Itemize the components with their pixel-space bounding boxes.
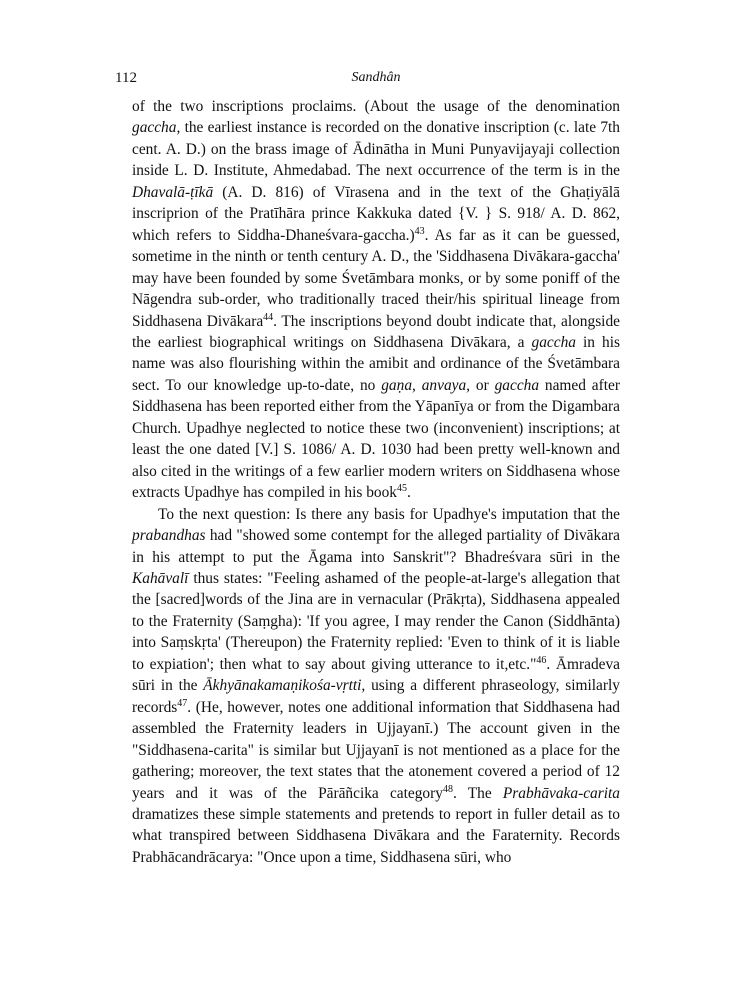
italic-term: Kahāvalī [132,569,189,587]
text-run: . As far as it can be guessed, sometime in the ninth or tenth century A. D., the 'Siddhasena Divākara-gaccha' may have been founded by some Śvetāmbara monks, or by some poniff of the Nāgendra sub-order, who traditionally traced their/his spiritual lineage from Siddhasena Divākara [132,226,620,330]
text-run: . The [452,784,503,802]
page-header [115,70,637,90]
text-run: using a different phraseology, similarly records [132,677,620,716]
italic-term: prabandhas [132,527,206,545]
italic-term: Prabhāvaka-carita [502,784,620,802]
text-run: or [470,376,495,394]
text-run: . (He, however, notes one additional information that Siddhasena had assembled the Fraternity leaders in Ujjayanī.) The account given in the "Siddhasena-carita" is similar but Ujjayanī is not mentioned as a place for the gathering; moreover, the text states that the atonement covered a period of 12 years and it was of the Pārāñcika category [132,698,620,802]
italic-term: gaccha, [132,119,181,137]
text-run: . The inscriptions beyond doubt indicate that, alongside the earliest biographical writings on Siddhasena Divākara, a [132,312,620,351]
footnote-marker: 47 [177,697,188,709]
text-run: (A. D. 816) of Vīrasena and in the text of the Ghaṭiyālā inscriprion of the Pratīhāra prince Kakkuka dated {V. } S. 918/ A. D. 862, which refers to Siddha-Dhaneśvara-gaccha.) [132,183,620,244]
paragraph-1 [132,96,620,504]
text-run: in his name was also flourishing within the amibit and ordinance of the Śvetāmbara sect. To our knowledge up-to-date, no [132,333,620,394]
footnote-marker: 45 [397,483,407,495]
paragraph-2 [132,504,620,869]
italic-term: gaccha [531,333,576,351]
text-run: the earliest instance is recorded on the donative inscription (c. late 7th cent. A. D.) on the brass image of Ādinātha in Muni Punyavijayaji collection inside L. D. Institute, Ahmedabad. The next occurrence of the term is in the [132,119,620,180]
italic-term: gaṇa, anvaya, [381,376,471,394]
footnote-marker: 43 [414,225,425,237]
running-head: Sandhân [351,70,401,85]
italic-term: gaccha [494,376,540,394]
italic-term: Ākhyānakamaṇikośa-vṛtti, [203,677,366,695]
footnote-marker: 44 [263,311,274,323]
italic-term: Dhavalā-ṭīkā [132,183,214,201]
footnote-marker: 48 [442,783,453,795]
body-text [132,96,620,868]
text-run: had "showed some contempt for the alleged partiality of Divākara in his attempt to put the Āgama into Sanskrit"? Bhadreśvara sūri in the [132,527,620,566]
text-run: . [407,484,411,502]
text-run: . Āmradeva sūri in the [132,655,620,695]
footnote-marker: 46 [536,654,547,666]
text-run: To the next question: Is there any basis for Upadhye's imputation that the [158,505,620,523]
text-run: named after Siddhasena has been reported either from the Yāpanīya or from the Digambara Church. Upadhye neglected to notice these two (inconvenient) inscriptions; at least the one dated [V.] S. 1086/ A. D. 1030 had been pretty well-known and also cited in the writings of a few earlier modern writers on Siddhasena whose extracts Upadhye has compiled in his book [132,376,620,502]
text-run: dramatizes these simple statements and pretends to report in fuller detail as to what transpired between Siddhasena Divākara and the Faraternity. Records Prabhācandrācarya: "Once upon a time, Siddhasena sūri, who [132,805,620,866]
text-run: of the two inscriptions proclaims. (About the usage of the denomination [132,98,620,115]
text-run: thus states: "Feeling ashamed of the people-at-large's allegation that the [sacred]words of the Jina are in vernacular (Prākṛta), Siddhasena appealed to the Fraternity (Saṃgha): 'If you agree, I may render the Canon (Siddhānta) into Saṃskṛta' (Thereupon) the Fraternity replied: 'Even to think of it is liable to expiation'; then what to say about giving utterance to it,etc." [132,569,620,673]
page-number: 112 [115,70,137,86]
